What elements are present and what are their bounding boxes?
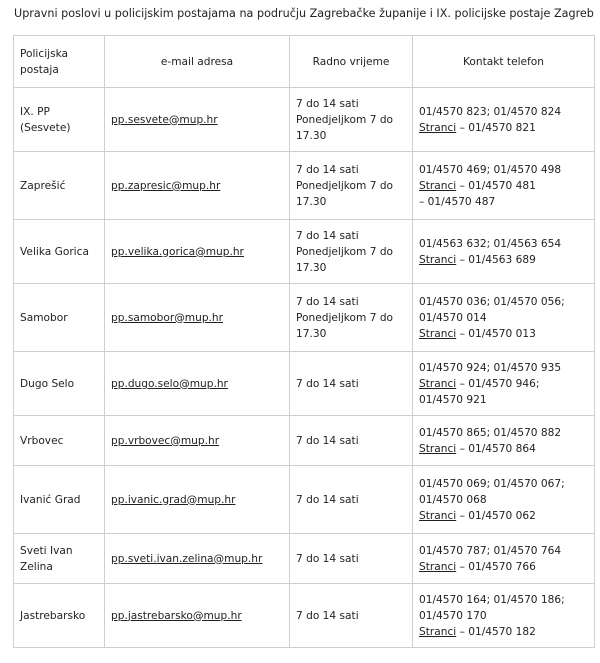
foreigners-phone-line — [419, 326, 588, 342]
table-row — [14, 466, 595, 534]
hours-cell — [290, 284, 413, 352]
table-row — [14, 416, 595, 466]
hours-line: 7 do 14 sati — [296, 609, 359, 622]
email-cell — [105, 88, 290, 152]
phone-cell — [413, 534, 595, 584]
foreigners-label[interactable]: Stranci — [419, 179, 457, 192]
hours-line: 17.30 — [296, 129, 327, 142]
table-row — [14, 534, 595, 584]
hours-line: Ponedjeljkom 7 do — [296, 245, 394, 258]
foreigners-label[interactable]: Stranci — [419, 560, 457, 573]
station-cell — [14, 466, 105, 534]
hours-line: 7 do 14 sati — [296, 295, 359, 308]
station-cell — [14, 534, 105, 584]
foreigners-phone-line — [419, 120, 588, 136]
foreigners-phone: – 01/4570 766 — [459, 560, 536, 573]
phone-line: 01/4570 469; 01/4570 498 — [419, 163, 562, 176]
station-name-line: IX. PP — [20, 105, 50, 118]
phone-cell — [413, 416, 595, 466]
hours-line: 17.30 — [296, 261, 327, 274]
foreigners-phone: – 01/4570 481 — [459, 179, 536, 192]
table-row — [14, 284, 595, 352]
hours-cell — [290, 416, 413, 466]
foreigners-phone: – 01/4570 821 — [459, 121, 536, 134]
table-header-row — [14, 36, 595, 88]
hours-line: 17.30 — [296, 195, 327, 208]
station-cell — [14, 220, 105, 284]
hours-line: Ponedjeljkom 7 do — [296, 113, 394, 126]
foreigners-phone: – 01/4570 062 — [459, 509, 536, 522]
phone-line: 01/4570 823; 01/4570 824 — [419, 105, 562, 118]
foreigners-phone-line — [419, 392, 588, 408]
foreigners-phone-line — [419, 252, 588, 268]
hours-line: 7 do 14 sati — [296, 377, 359, 390]
foreigners-label[interactable]: Stranci — [419, 625, 457, 638]
station-cell — [14, 352, 105, 416]
station-name-line: Samobor — [20, 311, 68, 324]
foreigners-phone: – 01/4570 864 — [459, 442, 536, 455]
phone-cell — [413, 466, 595, 534]
phone-line: 01/4570 865; 01/4570 882 — [419, 426, 562, 439]
phone-cell — [413, 152, 595, 220]
foreigners-phone: – 01/4570 013 — [459, 327, 536, 340]
station-name-line: Zaprešić — [20, 179, 66, 192]
phone-cell — [413, 220, 595, 284]
station-cell — [14, 584, 105, 648]
station-cell — [14, 88, 105, 152]
email-cell — [105, 352, 290, 416]
hours-line: Ponedjeljkom 7 do — [296, 179, 394, 192]
foreigners-label[interactable]: Stranci — [419, 327, 457, 340]
phone-line: 01/4570 069; 01/4570 067; — [419, 477, 565, 490]
email-link[interactable]: pp.jastrebarsko@mup.hr — [111, 609, 242, 622]
email-link[interactable]: pp.velika.gorica@mup.hr — [111, 245, 244, 258]
hours-line: Ponedjeljkom 7 do — [296, 311, 394, 324]
hours-cell — [290, 352, 413, 416]
phone-line: 01/4570 068 — [419, 493, 487, 506]
page-title: Upravni poslovi u policijskim postajama na području Zagrebačke županije i IX. policijske postaje Zagreb — [14, 7, 594, 20]
foreigners-phone-line — [419, 624, 588, 640]
phone-line: 01/4570 787; 01/4570 764 — [419, 544, 562, 557]
header-hours: Radno vrijeme — [290, 36, 413, 88]
table-body — [14, 88, 595, 648]
stations-table — [13, 35, 595, 648]
table-row — [14, 152, 595, 220]
email-link[interactable]: pp.sveti.ivan.zelina@mup.hr — [111, 552, 263, 565]
hours-line: 17.30 — [296, 327, 327, 340]
phone-cell — [413, 584, 595, 648]
station-name-line: Dugo Selo — [20, 377, 75, 390]
email-cell — [105, 466, 290, 534]
foreigners-phone: – 01/4570 182 — [459, 625, 536, 638]
foreigners-phone: – 01/4570 946; — [459, 377, 540, 390]
foreigners-label[interactable]: Stranci — [419, 377, 457, 390]
header-phone: Kontakt telefon — [413, 36, 595, 88]
hours-line: 7 do 14 sati — [296, 163, 359, 176]
phone-line: 01/4570 036; 01/4570 056; — [419, 295, 565, 308]
station-cell — [14, 284, 105, 352]
hours-cell — [290, 534, 413, 584]
station-cell — [14, 152, 105, 220]
table-row — [14, 88, 595, 152]
email-cell — [105, 220, 290, 284]
foreigners-label[interactable]: Stranci — [419, 442, 457, 455]
email-link[interactable]: pp.dugo.selo@mup.hr — [111, 377, 228, 390]
foreigners-label[interactable]: Stranci — [419, 121, 457, 134]
station-name-line: Velika Gorica — [20, 245, 89, 258]
station-name-line: Jastrebarsko — [20, 609, 86, 622]
hours-line: 7 do 14 sati — [296, 493, 359, 506]
foreigners-phone: – 01/4563 689 — [459, 253, 536, 266]
foreigners-phone-line — [419, 441, 588, 457]
station-name-line: Sveti Ivan — [20, 544, 73, 557]
table-row — [14, 220, 595, 284]
phone-cell — [413, 88, 595, 152]
station-cell — [14, 416, 105, 466]
hours-line: 7 do 14 sati — [296, 97, 359, 110]
email-cell — [105, 534, 290, 584]
hours-line: 7 do 14 sati — [296, 229, 359, 242]
hours-line: 7 do 14 sati — [296, 434, 359, 447]
email-link[interactable]: pp.ivanic.grad@mup.hr — [111, 493, 236, 506]
header-station — [14, 36, 105, 88]
foreigners-label[interactable]: Stranci — [419, 509, 457, 522]
station-name-line: Ivanić Grad — [20, 493, 81, 506]
phone-cell — [413, 284, 595, 352]
station-name-line: Vrbovec — [20, 434, 64, 447]
hours-cell — [290, 88, 413, 152]
email-link[interactable]: pp.zapresic@mup.hr — [111, 179, 221, 192]
email-link[interactable]: pp.vrbovec@mup.hr — [111, 434, 220, 447]
header-station-line: Policijska — [20, 47, 69, 60]
foreigners-phone-line — [419, 376, 588, 392]
station-name-line: (Sesvete) — [20, 121, 71, 134]
hours-cell — [290, 220, 413, 284]
hours-cell — [290, 584, 413, 648]
email-cell — [105, 416, 290, 466]
phone-line: 01/4563 632; 01/4563 654 — [419, 237, 562, 250]
email-link[interactable]: pp.sesvete@mup.hr — [111, 113, 218, 126]
table-row — [14, 352, 595, 416]
header-email: e-mail adresa — [105, 36, 290, 88]
phone-line: 01/4570 164; 01/4570 186; — [419, 593, 565, 606]
phone-line: 01/4570 014 — [419, 311, 487, 324]
email-cell — [105, 584, 290, 648]
phone-line: 01/4570 924; 01/4570 935 — [419, 361, 562, 374]
hours-cell — [290, 466, 413, 534]
table-row — [14, 584, 595, 648]
email-cell — [105, 284, 290, 352]
foreigners-phone-line — [419, 194, 588, 210]
email-cell — [105, 152, 290, 220]
station-name-line: Zelina — [20, 560, 53, 573]
phone-cell — [413, 352, 595, 416]
foreigners-phone-line — [419, 178, 588, 194]
phone-line: 01/4570 170 — [419, 609, 487, 622]
foreigners-phone: – 01/4570 487 — [419, 195, 496, 208]
hours-cell — [290, 152, 413, 220]
foreigners-phone-line — [419, 559, 588, 575]
foreigners-phone: 01/4570 921 — [419, 393, 487, 406]
foreigners-label[interactable]: Stranci — [419, 253, 457, 266]
email-link[interactable]: pp.samobor@mup.hr — [111, 311, 223, 324]
foreigners-phone-line — [419, 508, 588, 524]
header-station-line: postaja — [20, 63, 59, 76]
hours-line: 7 do 14 sati — [296, 552, 359, 565]
